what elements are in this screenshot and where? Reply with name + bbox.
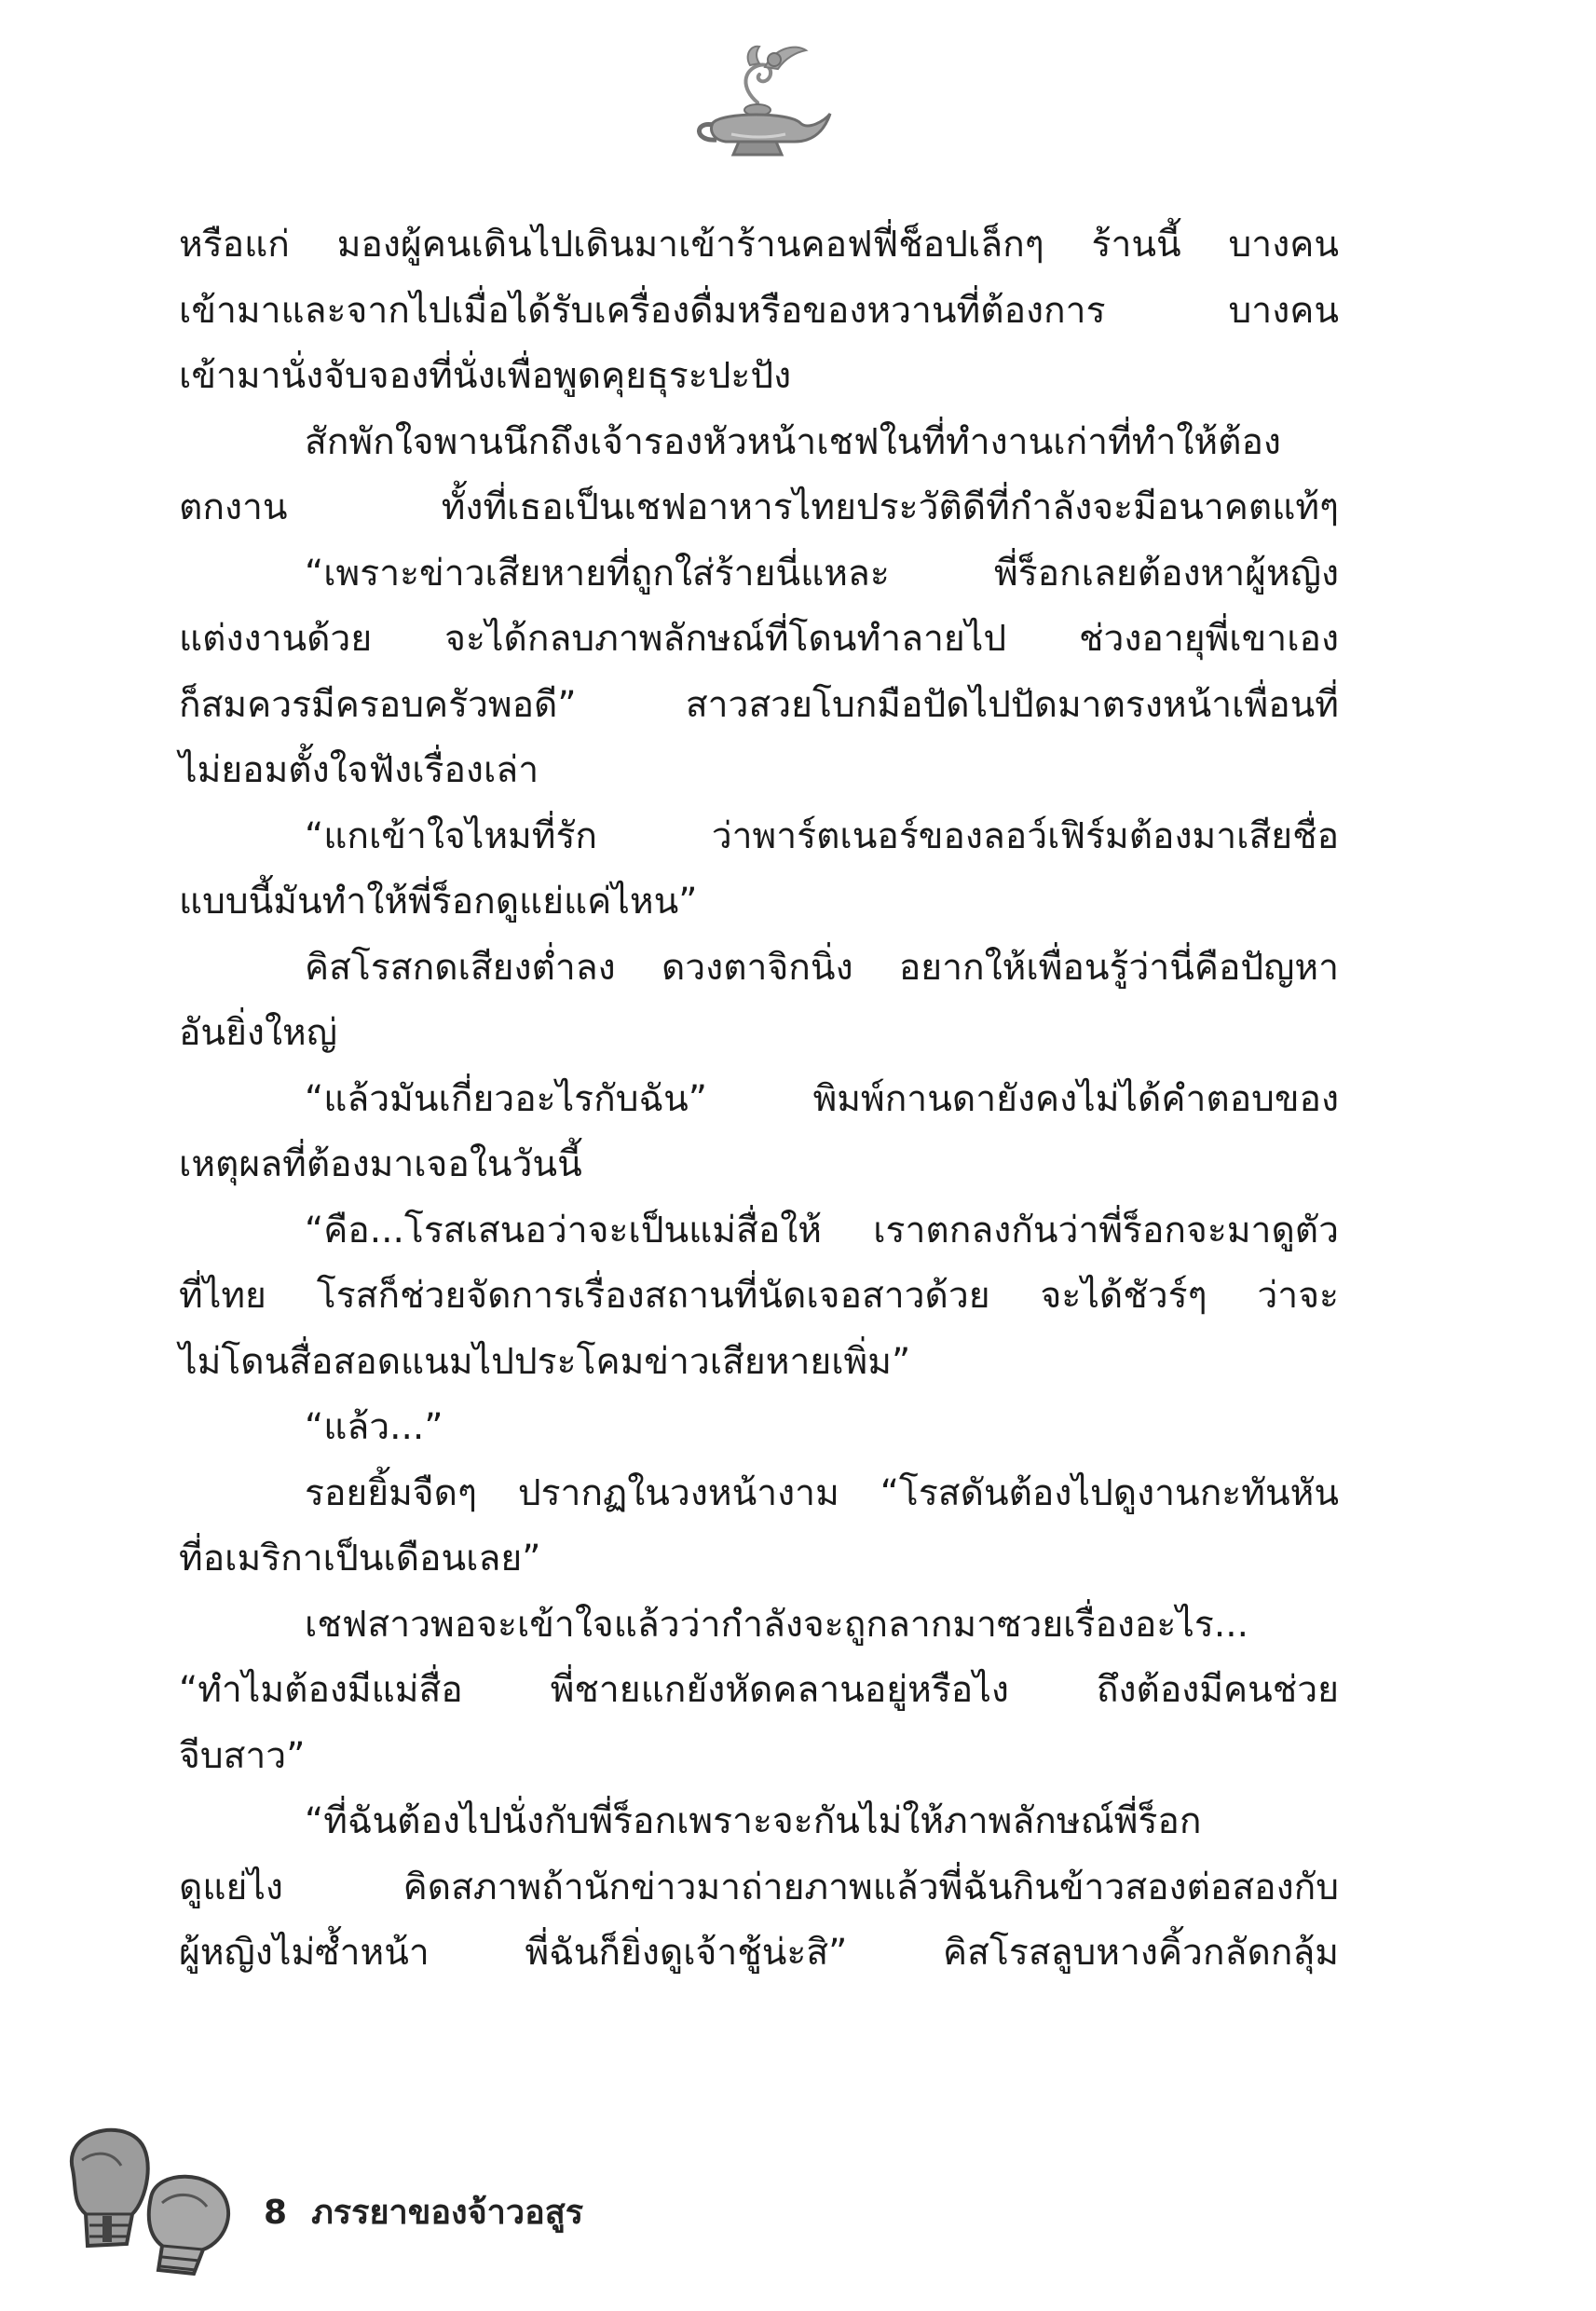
- text-line: “ที่ฉันต้องไปนั่งกับพี่ร็อกเพราะจะกันไม่ให้ภาพลักษณ์พี่ร็อก: [305, 1800, 1202, 1842]
- text-line: ตกงาน ทั้งที่เธอเป็นเชฟอาหารไทยประวัติดีที่กำลังจะมีอนาคตแท้ๆ: [179, 486, 1339, 528]
- text-line: รอยยิ้มจืดๆ ปรากฏในวงหน้างาม “โรสดันต้องไปดูงานกะทันหัน: [305, 1471, 1339, 1514]
- text-line: “เพราะข่าวเสียหายที่ถูกใส่ร้ายนี่แหละ พี่ร็อกเลยต้องหาผู้หญิง: [305, 552, 1339, 595]
- boxing-gloves-icon: [54, 2113, 240, 2281]
- text-line: เข้ามาและจากไปเมื่อได้รับเครื่องดื่มหรือของหวานที่ต้องการ บางคน: [179, 289, 1339, 332]
- text-line: ที่ไทย โรสก็ช่วยจัดการเรื่องสถานที่นัดเจอสาวด้วย จะได้ชัวร์ๆ ว่าจะ: [179, 1275, 1339, 1317]
- text-line: “คือ...โรสเสนอว่าจะเป็นแม่สื่อให้ เราตกลงกันว่าพี่ร็อกจะมาดูตัว: [305, 1209, 1339, 1251]
- text-line: ก็สมควรมีครอบครัวพอดี” สาวสวยโบกมือปัดไปปัดมาตรงหน้าเพื่อนที่: [179, 683, 1339, 726]
- text-line: “ทำไมต้องมีแม่สื่อ พี่ชายแกยังหัดคลานอยู่หรือไง ถึงต้องมีคนช่วย: [179, 1669, 1339, 1711]
- text-line: ไม่ยอมตั้งใจฟังเรื่องเล่า: [179, 749, 539, 791]
- text-line: จีบสาว”: [179, 1734, 306, 1777]
- text-line: คิสโรสกดเสียงต่ำลง ดวงตาจิกนิ่ง อยากให้เพื่อนรู้ว่านี่คือปัญหา: [305, 946, 1339, 989]
- text-line: สักพักใจพานนึกถึงเจ้ารองหัวหน้าเชฟในที่ทำงานเก่าที่ทำให้ต้อง: [305, 420, 1281, 463]
- genie-lamp-icon: [685, 37, 834, 163]
- book-title: ภรรยาของจ้าวอสูร: [311, 2194, 584, 2232]
- text-line: “แล้วมันเกี่ยวอะไรกับฉัน” พิมพ์กานดายังคงไม่ได้คำตอบของ: [305, 1077, 1339, 1120]
- text-line: แต่งงานด้วย จะได้กลบภาพลักษณ์ที่โดนทำลายไป ช่วงอายุพี่เขาเอง: [179, 618, 1339, 660]
- text-line: ไม่โดนสื่อสอดแนมไปประโคมข่าวเสียหายเพิ่ม”: [179, 1340, 911, 1383]
- text-line: ที่อเมริกาเป็นเดือนเลย”: [179, 1538, 541, 1579]
- text-line: ดูแย่ไง คิดสภาพถ้านักข่าวมาถ่ายภาพแล้วพี่ฉันกินข้าวสองต่อสองกับ: [179, 1866, 1339, 1908]
- text-line: เหตุผลที่ต้องมาเจอในวันนี้: [179, 1143, 582, 1185]
- text-line: “แกเข้าใจไหมที่รัก ว่าพาร์ตเนอร์ของลอว์เฟิร์มต้องมาเสียชื่อ: [305, 814, 1339, 857]
- text-line: หรือแก่ มองผู้คนเดินไปเดินมาเข้าร้านคอฟฟี่ช็อปเล็กๆ ร้านนี้ บางคน: [179, 224, 1339, 266]
- text-line: เข้ามานั่งจับจองที่นั่งเพื่อพูดคุยธุระปะปัง: [179, 355, 792, 397]
- text-line: อันยิ่งใหญ่: [179, 1012, 337, 1054]
- chapter-body: [179, 212, 1339, 1987]
- text-line: ผู้หญิงไม่ซ้ำหน้า พี่ฉันก็ยิ่งดูเจ้าชู้น่ะสิ” คิสโรสลูบหางคิ้วกลัดกลุ้ม: [179, 1932, 1339, 1974]
- text-line: เชฟสาวพอจะเข้าใจแล้วว่ากำลังจะถูกลากมาซวยเรื่องอะไร...: [305, 1603, 1249, 1646]
- text-line: “แล้ว...”: [305, 1406, 443, 1448]
- text-line: แบบนี้มันทำให้พี่ร็อกดูแย่แค่ไหน”: [179, 881, 698, 923]
- page-footer: [264, 2185, 583, 2238]
- page-number: 8: [264, 2194, 288, 2232]
